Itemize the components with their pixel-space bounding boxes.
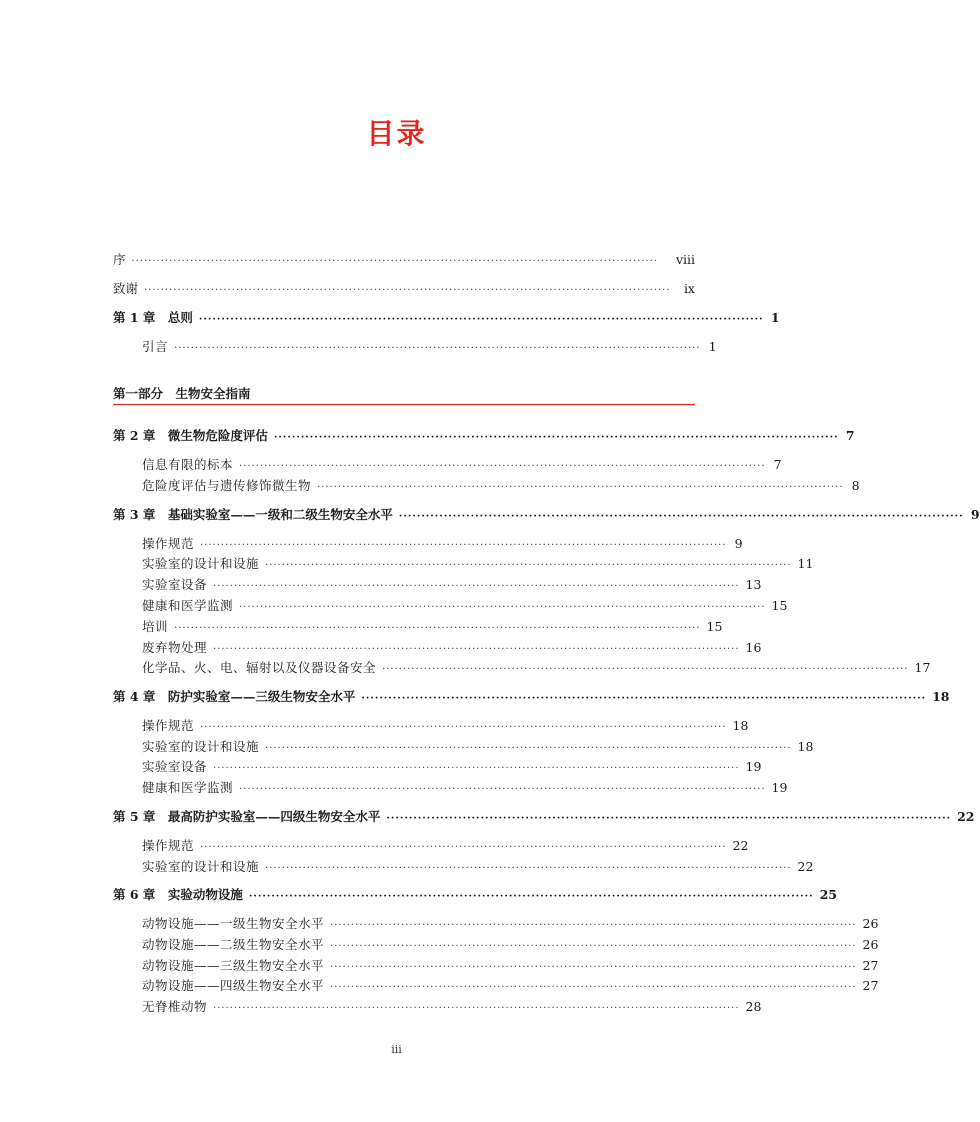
toc-entry-page: 18 [797, 739, 814, 754]
leader-dots: ······························································································································ [330, 941, 857, 952]
leader-dots: ······························································································································ [174, 343, 701, 354]
toc-entry-label: 化学品、火、电、辐射以及仪器设备安全 [142, 660, 377, 675]
toc-entry[interactable] [142, 758, 762, 776]
leader-dots: ······························································································································ [200, 540, 727, 551]
toc-entry-page: 22 [732, 838, 749, 853]
leader-dots: ······························································································································ [213, 763, 740, 774]
leader-dots: ······························································································································ [213, 644, 740, 655]
toc-entry-page: 22 [957, 809, 975, 824]
toc-entry-page: 7 [845, 428, 855, 443]
toc-entry-page: 1 [708, 339, 717, 354]
toc-entry-label: 信息有限的标本 [142, 457, 234, 472]
leader-dots: ······························································································································ [239, 602, 766, 613]
toc-entry-label: 实验室设备 [142, 577, 208, 592]
leader-dots: ······························································································································ [386, 813, 952, 824]
toc-entry-acknowledgements[interactable] [113, 280, 695, 298]
toc-entry-label: 动物设施——二级生物安全水平 [142, 937, 325, 952]
toc-entry-label: 无脊椎动物 [142, 999, 208, 1014]
toc-entry-page: 18 [732, 718, 749, 733]
toc-entry-label: 引言 [142, 339, 169, 354]
leader-dots: ······························································································································ [330, 982, 857, 993]
toc-entry[interactable] [142, 639, 762, 657]
toc-entry-page: 27 [862, 978, 879, 993]
toc-entry-label: 操作规范 [142, 536, 195, 551]
toc-entry-page: viii [675, 252, 695, 267]
page-number: iii [391, 1043, 402, 1056]
toc-entry-page: ix [683, 281, 695, 296]
toc-entry-label: 实验室设备 [142, 759, 208, 774]
leader-dots: ······························································································································ [265, 863, 792, 874]
leader-dots: ······························································································································ [239, 784, 766, 795]
toc-entry[interactable] [142, 576, 762, 594]
toc-entry-label: 序 [113, 252, 126, 267]
toc-entry-label: 培训 [142, 619, 169, 634]
toc-entry-label: 致谢 [113, 281, 139, 296]
leader-dots: ······························································································································ [398, 511, 964, 522]
toc-chapter-6[interactable] [113, 886, 837, 904]
leader-dots: ······························································································································ [248, 891, 814, 902]
toc-entry-label: 实验室的设计和设施 [142, 859, 260, 874]
toc-chapter-1[interactable] [113, 309, 780, 327]
toc-entry-page: 15 [706, 619, 723, 634]
toc-entry-label: 第 3 章 基础实验室——一级和二级生物安全水平 [113, 507, 393, 522]
toc-entry-page: 18 [932, 689, 950, 704]
toc-entry-label: 危险度评估与遗传修饰微生物 [142, 478, 312, 493]
toc-entry[interactable] [142, 597, 788, 615]
toc-entry-page: 7 [773, 457, 782, 472]
toc-entry-page: 15 [771, 598, 788, 613]
toc-entry-page: 19 [745, 759, 762, 774]
toc-entry[interactable] [142, 977, 879, 995]
toc-entry-label: 实验室的设计和设施 [142, 739, 260, 754]
toc-entry-label: 第 2 章 微生物危险度评估 [113, 428, 268, 443]
toc-entry[interactable] [142, 779, 788, 797]
toc-entry[interactable] [142, 659, 931, 677]
toc-entry-page: 22 [797, 859, 814, 874]
toc-chapter-5[interactable] [113, 808, 975, 826]
part-heading: 第一部分 生物安全指南 [113, 386, 251, 401]
leader-dots: ······························································································································ [213, 1003, 740, 1014]
toc-entry-page: 9 [734, 536, 743, 551]
toc-entry-page: 9 [970, 507, 980, 522]
toc-entry-page: 28 [745, 999, 762, 1014]
toc-entry[interactable] [142, 555, 814, 573]
toc-entry-label: 废弃物处理 [142, 640, 208, 655]
leader-dots: ······························································································································ [198, 314, 764, 325]
toc-entry-page: 16 [745, 640, 762, 655]
toc-entry-page: 19 [771, 780, 788, 795]
toc-entry[interactable] [142, 738, 814, 756]
toc-entry-label: 操作规范 [142, 838, 195, 853]
leader-dots: ······························································································································ [265, 743, 792, 754]
leader-dots: ······························································································································ [330, 920, 857, 931]
toc-chapter-2[interactable] [113, 427, 855, 445]
leader-dots: ······························································································································ [200, 722, 727, 733]
toc-entry[interactable] [142, 477, 860, 495]
toc-entry[interactable] [142, 837, 749, 855]
leader-dots: ······························································································································ [144, 285, 671, 296]
leader-dots: ······························································································································ [131, 256, 659, 267]
toc-entry-preface[interactable] [113, 251, 695, 269]
toc-entry-label: 动物设施——一级生物安全水平 [142, 916, 325, 931]
toc-entry-page: 1 [770, 310, 780, 325]
toc-entry-page: 26 [862, 937, 879, 952]
page-title: 目录 [366, 117, 427, 150]
leader-dots: ······························································································································ [361, 693, 927, 704]
toc-entry-page: 8 [851, 478, 860, 493]
toc-entry-page: 11 [797, 556, 814, 571]
toc-entry[interactable] [142, 717, 749, 735]
part-divider [113, 404, 695, 405]
toc-entry[interactable] [142, 535, 743, 553]
leader-dots: ······························································································································ [330, 962, 857, 973]
toc-entry-page: 25 [819, 887, 837, 902]
leader-dots: ······························································································································ [317, 482, 844, 493]
toc-entry-label: 操作规范 [142, 718, 195, 733]
toc-entry-page: 13 [745, 577, 762, 592]
leader-dots: ······························································································································ [273, 432, 839, 443]
toc-entry-label: 健康和医学监测 [142, 598, 234, 613]
toc-entry-introduction[interactable] [142, 338, 717, 356]
toc-entry[interactable] [142, 998, 762, 1016]
toc-entry-label: 第 4 章 防护实验室——三级生物安全水平 [113, 689, 356, 704]
toc-entry[interactable] [142, 618, 723, 636]
leader-dots: ······························································································································ [200, 842, 727, 853]
toc-entry-page: 17 [914, 660, 931, 675]
leader-dots: ······························································································································ [265, 560, 792, 571]
toc-entry[interactable] [142, 957, 879, 975]
leader-dots: ······························································································································ [213, 581, 740, 592]
leader-dots: ······························································································································ [239, 461, 766, 472]
toc-entry-page: 27 [862, 958, 879, 973]
leader-dots: ······························································································································ [382, 664, 909, 675]
toc-entry[interactable] [142, 858, 814, 876]
toc-entry-label: 第 5 章 最高防护实验室——四级生物安全水平 [113, 809, 381, 824]
toc-entry[interactable] [142, 936, 879, 954]
toc-entry[interactable] [142, 915, 879, 933]
toc-entry-label: 动物设施——四级生物安全水平 [142, 978, 325, 993]
toc-entry-label: 第 1 章 总则 [113, 310, 193, 325]
toc-entry[interactable] [142, 456, 782, 474]
toc-chapter-3[interactable] [113, 506, 980, 524]
toc-entry-page: 26 [862, 916, 879, 931]
toc-entry-label: 第 6 章 实验动物设施 [113, 887, 243, 902]
toc-entry-label: 健康和医学监测 [142, 780, 234, 795]
toc-entry-label: 实验室的设计和设施 [142, 556, 260, 571]
leader-dots: ······························································································································ [174, 623, 701, 634]
toc-entry-label: 动物设施——三级生物安全水平 [142, 958, 325, 973]
toc-chapter-4[interactable] [113, 688, 950, 706]
